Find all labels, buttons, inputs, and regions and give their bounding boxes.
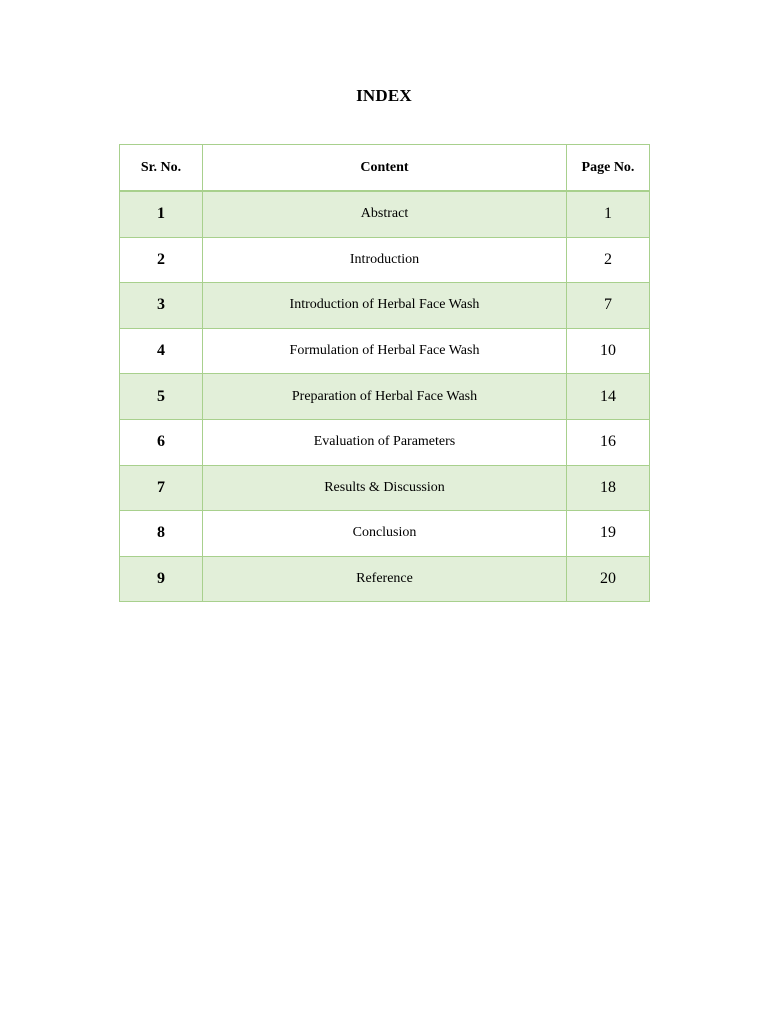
page-no-cell: 7 [567,283,650,329]
page-no-cell: 1 [567,191,650,237]
sr-no-cell: 1 [120,191,203,237]
content-cell: Formulation of Herbal Face Wash [203,328,567,374]
table-row [120,237,650,283]
sr-no-cell: 3 [120,283,203,329]
header-row [120,145,650,192]
page-no-cell: 20 [567,556,650,602]
page-no-cell: 10 [567,328,650,374]
table-row [120,191,650,237]
content-cell: Abstract [203,191,567,237]
sr-no-cell: 5 [120,374,203,420]
sr-no-cell: 7 [120,465,203,511]
table-row [120,465,650,511]
table-row [120,556,650,602]
table-row [120,283,650,329]
sr-no-cell: 4 [120,328,203,374]
page-no-cell: 18 [567,465,650,511]
table-row [120,328,650,374]
sr-no-cell: 9 [120,556,203,602]
content-cell: Preparation of Herbal Face Wash [203,374,567,420]
page-no-cell: 16 [567,419,650,465]
sr-no-cell: 8 [120,511,203,557]
content-cell: Reference [203,556,567,602]
content-cell: Results & Discussion [203,465,567,511]
content-cell: Conclusion [203,511,567,557]
content-cell: Introduction [203,237,567,283]
page-no-cell: 19 [567,511,650,557]
page-title: INDEX [356,86,412,105]
page-no-cell: 2 [567,237,650,283]
content-cell: Introduction of Herbal Face Wash [203,283,567,329]
header-page-no: Page No. [567,145,650,192]
content-cell: Evaluation of Parameters [203,419,567,465]
sr-no-cell: 2 [120,237,203,283]
index-table [119,144,650,602]
header-sr-no: Sr. No. [120,145,203,192]
sr-no-cell: 6 [120,419,203,465]
header-content: Content [203,145,567,192]
table-row [120,511,650,557]
table-row [120,419,650,465]
page-no-cell: 14 [567,374,650,420]
table-row [120,374,650,420]
